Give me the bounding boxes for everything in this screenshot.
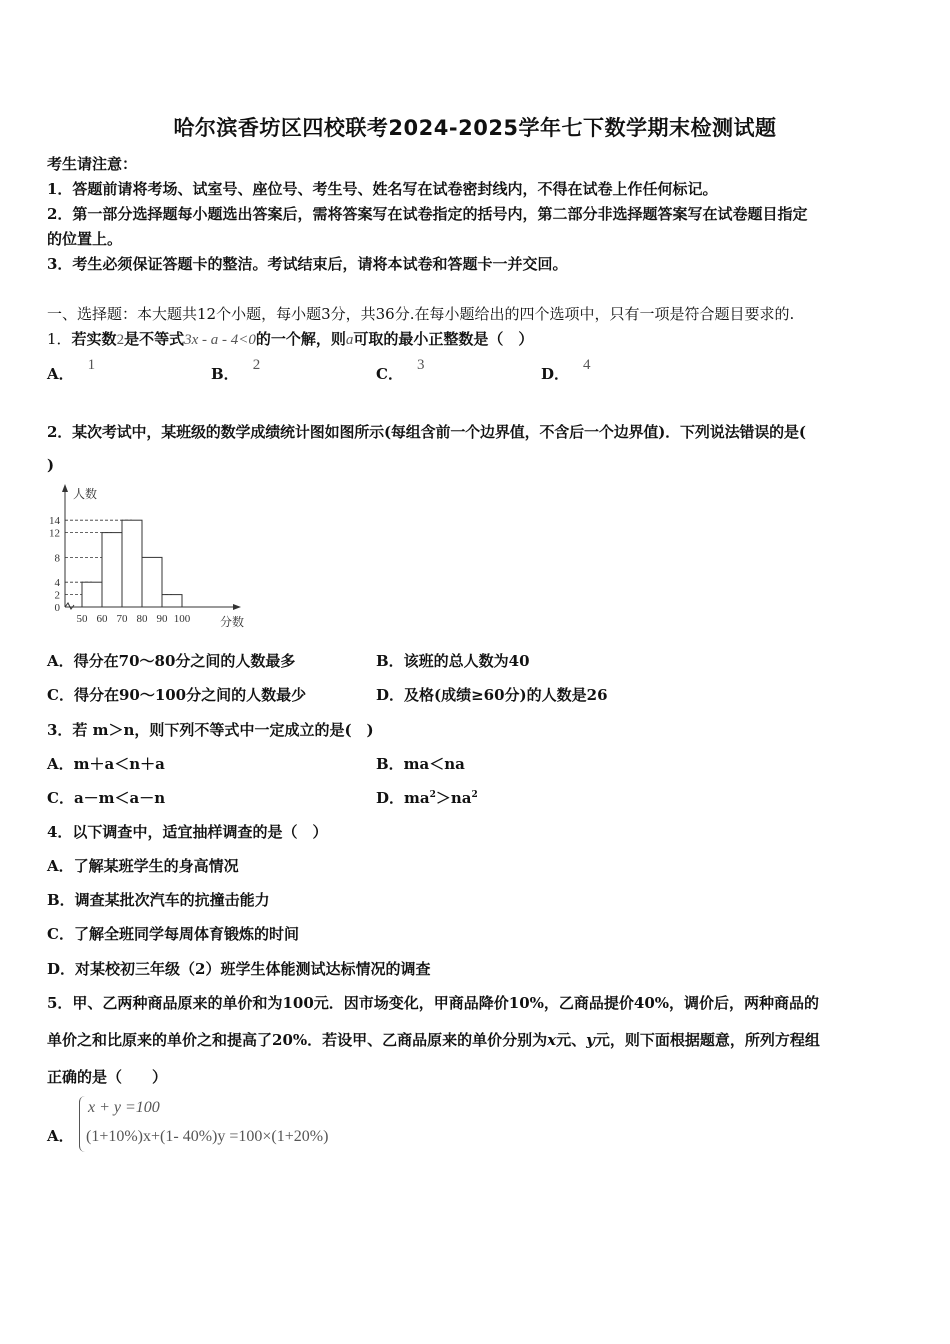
option-d[interactable]: D．及格(成绩≥60分)的人数是26 — [376, 686, 608, 704]
question-3-stem: 3．若 m＞n，则下列不等式中一定成立的是( ) — [47, 721, 374, 739]
y-tick-label: 12 — [49, 527, 60, 540]
y-tick-label: 0 — [54, 602, 60, 614]
equation-brace — [79, 1096, 86, 1152]
question-1-stem: 1．若实数2是不等式3x - a - 4<0的一个解，则a可取的最小正整数是（ ） — [47, 330, 534, 348]
x-axis-label: 分数 — [220, 615, 245, 629]
notice-item: 3．考生必须保证答题卡的整洁。考试结束后，请将本试卷和答题卡一并交回。 — [47, 255, 568, 273]
y-axis-label: 人数 — [73, 487, 98, 501]
math-inequality: 3x - a - 4<0 — [184, 332, 256, 348]
notice-item: 1．答题前请将考场、试室号、座位号、考生号、姓名写在试卷密封线内，不得在试卷上作任何标记。 — [47, 180, 718, 198]
equation-1: x + y =100 — [88, 1099, 160, 1116]
y-tick-label: 2 — [54, 589, 60, 602]
x-tick-label: 70 — [116, 613, 128, 625]
histogram-bar — [142, 557, 162, 607]
histogram-bar — [162, 595, 182, 607]
x-tick-label: 100 — [173, 613, 191, 625]
y-tick-label: 8 — [54, 552, 60, 565]
option-a[interactable]: A．m＋a＜n＋a — [47, 755, 165, 773]
notice-item: 的位置上。 — [47, 230, 123, 248]
question-number: 1． — [47, 330, 72, 348]
axis-break-mark — [65, 603, 74, 609]
option-d[interactable]: D．对某校初三年级（2）班学生体能测试达标情况的调查 — [47, 960, 431, 978]
option-a[interactable]: A． 1 — [47, 357, 96, 383]
section-heading: 一、选择题：本大题共12个小题，每小题3分，共36分.在每小题给出的四个选项中，只有一项是符合题目要求的. — [47, 305, 795, 323]
x-tick-label: 80 — [136, 613, 148, 625]
question-5-stem-2: 单价之和比原来的单价之和提高了20%．若设甲、乙商品原来的单价分别为x元、y元，则下面根据题意，所列方程组 — [47, 1031, 820, 1049]
option-c[interactable]: C．得分在90～100分之间的人数最少 — [47, 686, 307, 704]
x-tick-label: 90 — [156, 613, 168, 625]
option-a-label[interactable]: A． — [47, 1127, 74, 1145]
question-2-stem: 2．某次考试中，某班级的数学成绩统计图如图所示(每组含前一个边界值，不含后一个边界值)．下列说法错误的是( — [47, 423, 806, 441]
option-d[interactable]: D．$ma^2>na^2$ — [376, 789, 478, 807]
notice-item: 2．第一部分选择题每小题选出答案后，需将答案写在试卷指定的括号内，第二部分非选择题答案写在试卷题目指定 — [47, 205, 808, 223]
math-variable: a — [345, 332, 354, 348]
option-d[interactable]: D． 4 — [541, 357, 591, 383]
option-a[interactable]: A．了解某班学生的身高情况 — [47, 857, 239, 875]
option-c[interactable]: C． 3 — [376, 357, 425, 383]
equation-2: (1+10%)x+(1- 40%)y =100×(1+20%) — [86, 1128, 329, 1145]
option-c[interactable]: C．了解全班同学每周体育锻炼的时间 — [47, 925, 299, 943]
option-b[interactable]: B．ma＜na — [376, 755, 465, 773]
y-axis-arrow — [62, 484, 68, 492]
notice-heading: 考生请注意： — [47, 155, 138, 173]
question-5-stem: 5．甲、乙两种商品原来的单价和为100元．因市场变化，甲商品降价10%，乙商品提价40%，调价后，两种商品的 — [47, 994, 820, 1012]
histogram-bar — [122, 520, 142, 607]
question-4-stem: 4．以下调查中，适宜抽样调查的是（ ） — [47, 823, 328, 841]
y-tick-label: 14 — [49, 515, 60, 528]
y-tick-label: 4 — [54, 577, 60, 590]
option-b[interactable]: B． 2 — [211, 357, 261, 383]
page-title: 哈尔滨香坊区四校联考2024-2025学年七下数学期末检测试题 — [173, 116, 777, 140]
option-a[interactable]: A．得分在70～80分之间的人数最多 — [47, 652, 296, 670]
histogram-chart — [45, 480, 260, 630]
histogram-bar — [102, 533, 122, 607]
x-axis-arrow — [233, 604, 241, 610]
option-b[interactable]: B．调查某批次汽车的抗撞击能力 — [47, 891, 270, 909]
histogram-bar — [82, 582, 102, 607]
option-b[interactable]: B．该班的总人数为40 — [376, 652, 530, 670]
math-value: 2 — [116, 332, 125, 348]
x-tick-label: 50 — [76, 613, 88, 625]
x-tick-label: 60 — [96, 613, 108, 625]
option-c[interactable]: C．a－m＜a－n — [47, 789, 166, 807]
question-5-stem-3: 正确的是（ ） — [47, 1068, 168, 1086]
question-2-stem-end: ) — [47, 456, 55, 474]
